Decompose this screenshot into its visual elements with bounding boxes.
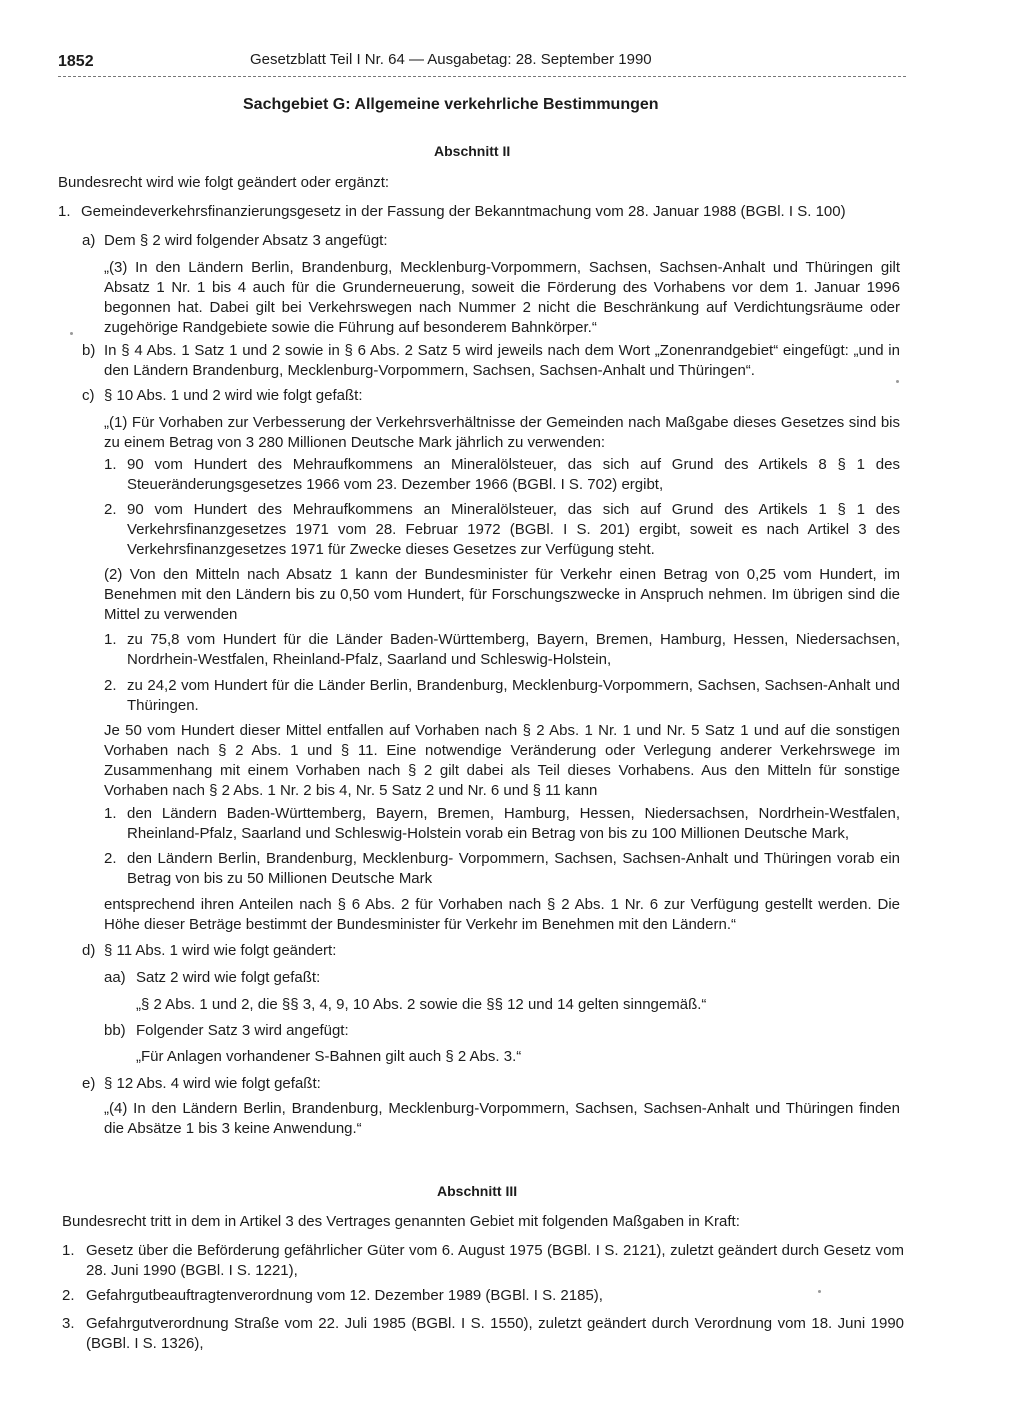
- sub-d-aa-label: aa): [104, 969, 126, 986]
- a3-item-2-number: 2.: [62, 1287, 75, 1304]
- sub-d-bb-label: bb): [104, 1022, 126, 1039]
- scan-speck: [70, 332, 73, 335]
- section-heading: Sachgebiet G: Allgemeine verkehrliche Bestimmungen: [243, 96, 659, 113]
- sub-e-intro: § 12 Abs. 4 wird wie folgt gefaßt:: [104, 1075, 321, 1092]
- header-rule: [58, 76, 906, 77]
- a3-item-1-number: 1.: [62, 1242, 75, 1259]
- sub-d-aa-quote: „§ 2 Abs. 1 und 2, die §§ 3, 4, 9, 10 Abs. 2 sowie die §§ 12 und 14 gelten sinngemäß.“: [136, 996, 707, 1013]
- c-p3-item-1-text: den Ländern Baden-Württemberg, Bayern, Bremen, Hamburg, Hessen, Niedersachsen, Nordrhein-Westfalen, Rheinland-Pfalz, Saarland und Schleswig-Holstein vorab ein Betrag von bis zu 100 Millionen Deutsche Mark,: [127, 805, 900, 842]
- sub-d-bb-intro: Folgender Satz 3 wird angefügt:: [136, 1022, 349, 1039]
- page-number: 1852: [58, 53, 94, 70]
- sub-b-text: In § 4 Abs. 1 Satz 1 und 2 sowie in § 6 Abs. 2 Satz 5 wird jeweils nach dem Wort „Zonenrandgebiet“ eingefügt: „und in den Ländern Brandenburg, Mecklenburg-Vorpommern, Sachsen, Sachsen-Anhalt und Thüringen“.: [104, 342, 900, 379]
- c-p2-item-2-text: zu 24,2 vom Hundert für die Länder Berlin, Brandenburg, Mecklenburg-Vorpommern, Sachsen, Sachsen-Anhalt und Thüringen.: [127, 677, 900, 714]
- c-p3-item-1-number: 1.: [104, 805, 117, 822]
- a3-item-1-text: Gesetz über die Beförderung gefährlicher Güter vom 6. August 1975 (BGBl. I S. 2121), zuletzt geändert durch Gesetz vom 28. Juni 1990 (BGBl. I S. 1221),: [86, 1242, 904, 1279]
- a3-item-3-text: Gefahrgutverordnung Straße vom 22. Juli 1985 (BGBl. I S. 1550), zuletzt geändert durch Verordnung vom 18. Juni 1990 (BGBl. I S. 1326),: [86, 1315, 904, 1352]
- scan-speck: [818, 1290, 821, 1293]
- sub-a-intro: Dem § 2 wird folgender Absatz 3 angefügt:: [104, 232, 388, 249]
- sub-c-paragraph-3: Je 50 vom Hundert dieser Mittel entfallen auf Vorhaben nach § 2 Abs. 1 Nr. 1 und Nr. 5 Satz 1 und auf die sonstigen Vorhaben nach § 2 Abs. 1 und § 11. Eine notwendige Veränderung oder Verlegung anderer Verkehrswege im Zusammenhang mit einem Vorhaben nach § 2 gilt dabei als Teil dieses Vorhabens. Aus den Mitteln für sonstige Vorhaben nach § 2 Abs. 1 Nr. 2 bis 4, Nr. 5 Satz 2 und Nr. 6 und § 11 kann: [104, 722, 900, 799]
- abschnitt-2-title: Abschnitt II: [434, 143, 511, 159]
- sub-d-aa-intro: Satz 2 wird wie folgt gefaßt:: [136, 969, 321, 986]
- c-p2-item-2-number: 2.: [104, 677, 117, 694]
- scan-speck: [896, 380, 899, 383]
- sub-c-paragraph-4: entsprechend ihren Anteilen nach § 6 Abs. 2 für Vorhaben nach § 2 Abs. 1 Nr. 6 zur Verfügung gestellt werden. Die Höhe dieser Beträge bestimmt der Bundesminister für Verkehr im Benehmen mit den Ländern.“: [104, 896, 900, 933]
- sub-e-quote: „(4) In den Ländern Berlin, Brandenburg, Mecklenburg-Vorpommern, Sachsen, Sachsen-Anhalt und Thüringen finden die Absätze 1 bis 3 keine Anwendung.“: [104, 1100, 900, 1137]
- sub-c-intro: § 10 Abs. 1 und 2 wird wie folgt gefaßt:: [104, 387, 363, 404]
- item-1-number: 1.: [58, 203, 71, 220]
- sub-d-intro: § 11 Abs. 1 wird wie folgt geändert:: [104, 942, 337, 959]
- c-p1-item-2-number: 2.: [104, 501, 117, 518]
- item-1-text: Gemeindeverkehrsfinanzierungsgesetz in der Fassung der Bekanntmachung vom 28. Januar 1988 (BGBl. I S. 100): [81, 203, 846, 220]
- sub-a-quote: „(3) In den Ländern Berlin, Brandenburg, Mecklenburg-Vorpommern, Sachsen, Sachsen-Anhalt und Thüringen gilt Absatz 1 Nr. 1 bis 4 auch für die Grunderneuerung, soweit die Förderung des Vorhabens vor dem 1. Januar 1996 begonnen hat. Dabei gilt bei Verkehrswegen nach Nummer 2 nicht die Beschränkung auf Verdichtungsräume oder zugehörige Randgebiete sowie die Führung auf besonderem Bahnkörper.“: [104, 259, 900, 336]
- sub-c-label: c): [82, 387, 95, 404]
- c-p1-item-1-number: 1.: [104, 456, 117, 473]
- sub-e-label: e): [82, 1075, 96, 1092]
- c-p2-item-1-text: zu 75,8 vom Hundert für die Länder Baden-Württemberg, Bayern, Bremen, Hamburg, Hessen, Niedersachsen, Nordrhein-Westfalen, Rheinland-Pfalz, Saarland und Schleswig-Holstein,: [127, 631, 900, 668]
- c-p1-item-1-text: 90 vom Hundert des Mehraufkommens an Mineralölsteuer, das sich auf Grund des Artikels 8 § 1 des Steueränderungsgesetzes 1966 vom 23. Dezember 1966 (BGBl. I S. 702) ergibt,: [127, 456, 900, 493]
- c-p3-item-2-text: den Ländern Berlin, Brandenburg, Mecklenburg- Vorpommern, Sachsen, Sachsen-Anhalt und Thüringen vorab ein Betrag von bis zu 50 Millionen Deutsche Mark: [127, 850, 900, 887]
- sub-c-paragraph-1: „(1) Für Vorhaben zur Verbesserung der Verkehrsverhältnisse der Gemeinden nach Maßgabe dieses Gesetzes sind bis zu einem Betrag von 3 280 Millionen Deutsche Mark jährlich zu verwenden:: [104, 414, 900, 451]
- sub-d-label: d): [82, 942, 96, 959]
- c-p2-item-1-number: 1.: [104, 631, 117, 648]
- a3-item-3-number: 3.: [62, 1315, 75, 1332]
- sub-a-label: a): [82, 232, 96, 249]
- c-p3-item-2-number: 2.: [104, 850, 117, 867]
- sub-c-paragraph-2: (2) Von den Mitteln nach Absatz 1 kann der Bundesminister für Verkehr einen Betrag von 0,25 vom Hundert, im Benehmen mit den Ländern bis zu 0,50 vom Hundert, für Forschungszwecke in Anspruch nehmen. Im übrigen sind die Mittel zu verwenden: [104, 566, 900, 623]
- sub-d-bb-quote: „Für Anlagen vorhandener S-Bahnen gilt auch § 2 Abs. 3.“: [136, 1048, 522, 1065]
- running-title: Gesetzblatt Teil I Nr. 64 — Ausgabetag: 28. September 1990: [250, 51, 652, 68]
- a3-item-2-text: Gefahrgutbeauftragtenverordnung vom 12. Dezember 1989 (BGBl. I S. 2185),: [86, 1287, 603, 1304]
- abschnitt-2-intro: Bundesrecht wird wie folgt geändert oder ergänzt:: [58, 174, 390, 191]
- c-p1-item-2-text: 90 vom Hundert des Mehraufkommens an Mineralölsteuer, das sich auf Grund des Artikels 1 § 1 des Verkehrsfinanzgesetzes 1971 vom 28. Februar 1972 (BGBl. I S. 201) ergibt, soweit es nach Artikel 3 des Verkehrsfinanzgesetzes 1971 für Zwecke dieses Gesetzes zur Verfügung steht.: [127, 501, 900, 558]
- abschnitt-3-intro: Bundesrecht tritt in dem in Artikel 3 des Vertrages genannten Gebiet mit folgenden Maßgaben in Kraft:: [62, 1213, 740, 1230]
- sub-b-label: b): [82, 342, 96, 359]
- abschnitt-3-title: Abschnitt III: [437, 1183, 518, 1199]
